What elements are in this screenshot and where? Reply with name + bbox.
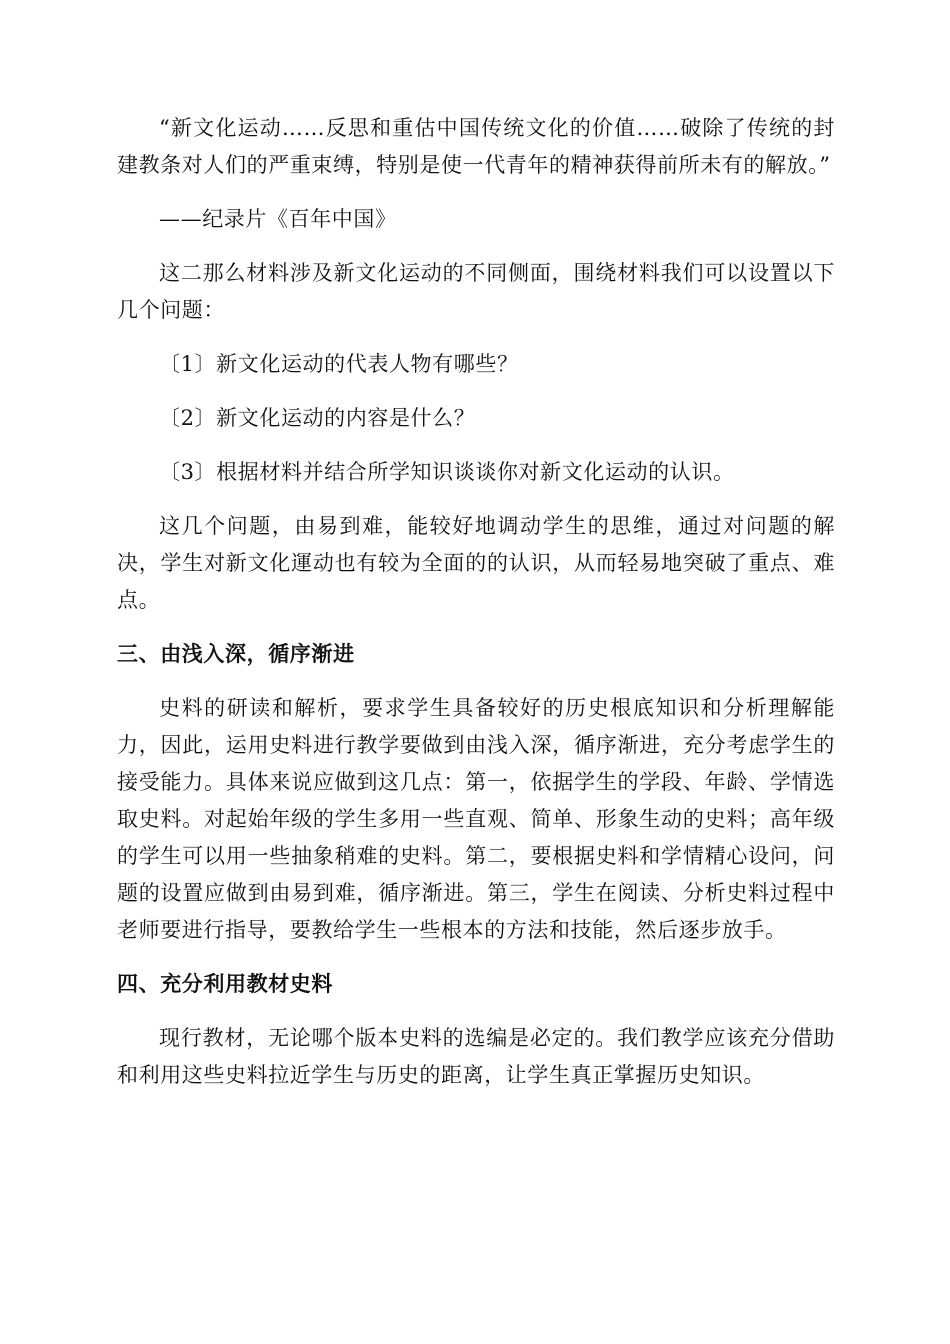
section-4-heading: 四、充分利用教材史料	[117, 972, 333, 996]
document-page	[117, 110, 835, 1094]
section-3-heading: 三、由浅入深，循序渐进	[117, 642, 355, 666]
summary-paragraph: 这几个问题，由易到难，能较好地调动学生的思维，通过对问题的解决，学生对新文化運动也有较为全面的的认识，从而轻易地突破了重点、难点。	[117, 514, 835, 612]
question-1: 〔1〕新文化运动的代表人物有哪些？	[159, 352, 519, 376]
section-4-body: 现行教材，无论哪个版本史料的选编是必定的。我们教学应该充分借助和利用这些史料拉近学生与历史的距离，让学生真正掌握历史知识。	[117, 1026, 835, 1087]
question-2: 〔2〕新文化运动的内容是什么？	[159, 406, 476, 430]
quote-paragraph: “新文化运动……反思和重估中国传统文化的价值……破除了传统的封建教条对人们的严重束缚，特别是使一代青年的精神获得前所未有的解放。”	[117, 116, 835, 177]
intro-paragraph: 这二那么材料涉及新文化运动的不同侧面，围绕材料我们可以设置以下几个问题：	[117, 261, 835, 322]
quote-source: ——纪录片《百年中国》	[159, 207, 397, 231]
question-3: 〔3〕根据材料并结合所学知识谈谈你对新文化运动的认识。	[159, 460, 735, 484]
section-3-body: 史料的研读和解析，要求学生具备较好的历史根底知识和分析理解能力，因此，运用史料进行教学要做到由浅入深，循序渐进，充分考虑学生的接受能力。具体来说应做到这几点：第一，依据学生的学段、年龄、学情选取史料。对起始年级的学生多用一些直观、简单、形象生动的史料；高年级的学生可以用一些抽象稍难的史料。第二，要根据史料和学情精心设问，问题的设置应做到由易到难，循序渐进。第三，学生在阅读、分析史料过程中老师要进行指导，要教给学生一些根本的方法和技能，然后逐步放手。	[117, 696, 835, 942]
